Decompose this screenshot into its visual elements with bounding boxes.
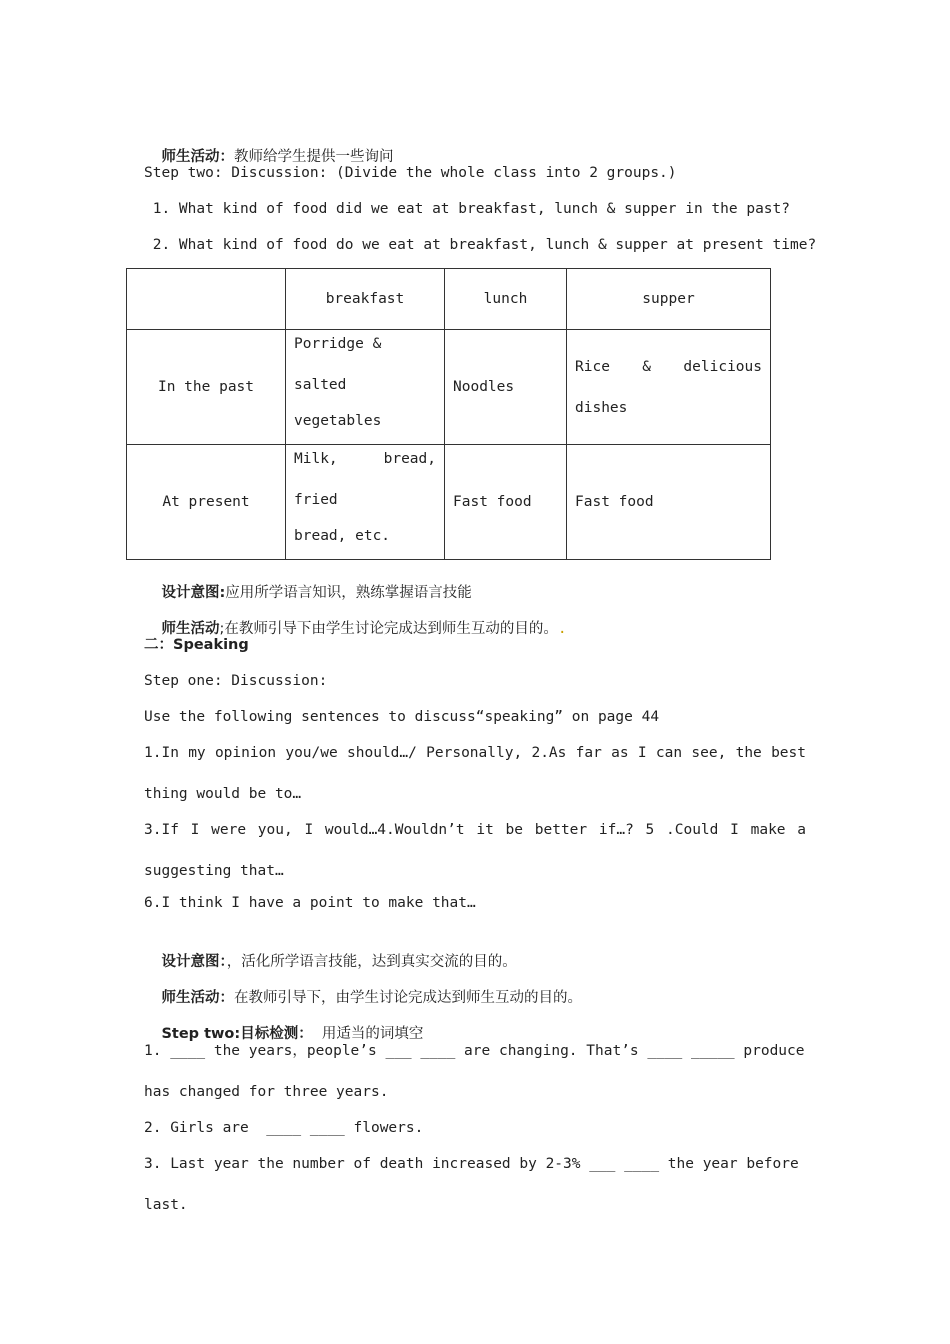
- step-two-target: Step two:目标检测： 用适当的词填空: [161, 1026, 424, 1042]
- sentence-line-b: thing would be to…: [144, 786, 302, 802]
- past-supper: Rice & delicious dishes: [567, 330, 771, 445]
- step-one: Step one: Discussion:: [144, 673, 328, 689]
- activity-label: 师生活动: [161, 149, 220, 165]
- use-sentences: Use the following sentences to discuss“speaking” on page 44: [144, 709, 660, 725]
- design-intent-1: 设计意图:应用所学语言知识，熟练掌握语言技能: [161, 585, 472, 601]
- sentence-line-e: 6.I think I have a point to make that…: [144, 895, 476, 911]
- table-corner-cell: [127, 269, 286, 330]
- present-lunch: Fast food: [445, 445, 567, 560]
- question-2: 2. What kind of food do we eat at breakfast, lunch & supper at present time?: [144, 237, 817, 253]
- teacher-activity-1: 师生活动;在教师引导下由学生讨论完成达到师生互动的目的。.: [161, 621, 567, 637]
- past-breakfast: Porridge & salted vegetables: [286, 330, 445, 445]
- table-header-row: [127, 269, 771, 330]
- teacher-activity-2: 师生活动：在教师引导下，由学生讨论完成达到师生互动的目的。: [161, 990, 582, 1006]
- activity-text: 教师给学生提供一些询问: [233, 149, 394, 165]
- sentence-line-d: suggesting that…: [144, 863, 284, 879]
- activity-intro: 师生活动：教师给学生提供一些询问: [161, 149, 394, 165]
- design-intent-2: 设计意图：，活化所学语言技能，达到真实交流的目的。: [161, 954, 517, 970]
- table-row: [127, 330, 771, 445]
- exercise-1a: 1. ____ the years，people’s ___ ____ are changing. That’s ____ _____ produce: [144, 1043, 805, 1059]
- past-lunch: Noodles: [445, 330, 567, 445]
- question-1: 1. What kind of food did we eat at breakfast, lunch & supper in the past?: [144, 201, 791, 217]
- exercise-2: 2. Girls are ____ ____ flowers.: [144, 1120, 424, 1136]
- exercise-3a: 3. Last year the number of death increased by 2-3% ___ ____ the year before: [144, 1156, 799, 1172]
- row-label-past: In the past: [127, 330, 286, 445]
- header-breakfast: breakfast: [286, 269, 445, 330]
- present-supper: Fast food: [567, 445, 771, 560]
- food-table: [126, 268, 771, 560]
- sentence-line-a: 1.In my opinion you/we should…/ Personally, 2.As far as I can see, the best: [144, 745, 806, 761]
- exercise-1b: has changed for three years.: [144, 1084, 389, 1100]
- section-speaking-heading: 二：Speaking: [144, 637, 249, 653]
- step-two-discussion: Step two: Discussion: (Divide the whole class into 2 groups.): [144, 165, 677, 181]
- header-lunch: lunch: [445, 269, 567, 330]
- exercise-3b: last.: [144, 1197, 188, 1213]
- header-supper: supper: [567, 269, 771, 330]
- table-row: [127, 445, 771, 560]
- row-label-present: At present: [127, 445, 286, 560]
- sentence-line-c: 3.If I were you, I would…4.Wouldn’t it be better if…? 5 .Could I make a: [144, 822, 806, 838]
- present-breakfast: Milk, bread, fried bread, etc.: [286, 445, 445, 560]
